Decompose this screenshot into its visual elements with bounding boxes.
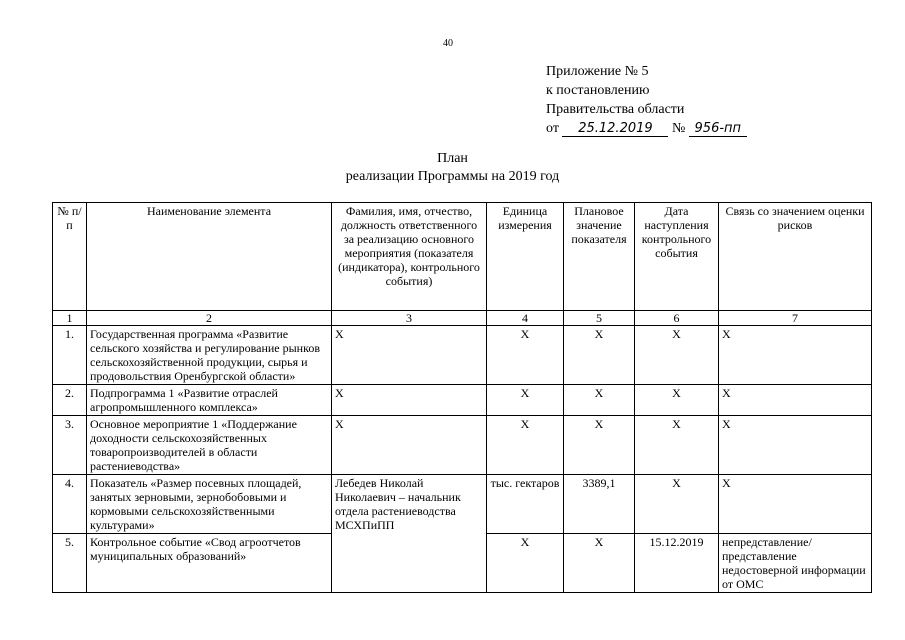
row-responsible: X <box>332 385 487 416</box>
row-num: 1. <box>53 326 87 385</box>
row-unit: X <box>487 534 564 593</box>
row-plan: 3389,1 <box>564 475 635 534</box>
column-number: 6 <box>635 311 719 326</box>
row-num: 5. <box>53 534 87 593</box>
column-number: 2 <box>87 311 332 326</box>
row-name: Показатель «Размер посевных площадей, занятых зерновыми, зернобобовыми и кормовыми сельскохозяйственными культурами» <box>87 475 332 534</box>
header-date: Дата наступления контрольного события <box>635 203 719 311</box>
appendix-date-line <box>546 119 747 138</box>
appendix-block <box>546 62 747 138</box>
plan-table <box>52 202 872 593</box>
header-risk: Связь со значением оценки рисков <box>719 203 872 311</box>
row-responsible: Лебедев Николай Николаевич – начальник отдела растениеводства МСХПиПП <box>332 475 487 593</box>
row-num: 2. <box>53 385 87 416</box>
row-date: X <box>635 326 719 385</box>
row-unit: X <box>487 385 564 416</box>
row-unit: X <box>487 416 564 475</box>
row-risk: X <box>719 416 872 475</box>
row-plan: X <box>564 385 635 416</box>
row-name: Подпрограмма 1 «Развитие отраслей агропромышленного комплекса» <box>87 385 332 416</box>
column-number: 3 <box>332 311 487 326</box>
table-row <box>53 416 872 475</box>
table-row <box>53 326 872 385</box>
column-number: 5 <box>564 311 635 326</box>
number-label: № <box>671 121 686 136</box>
header-unit: Единица измерения <box>487 203 564 311</box>
page-number: 40 <box>443 38 453 49</box>
row-responsible: X <box>332 326 487 385</box>
from-label: от <box>546 121 559 136</box>
row-name: Государственная программа «Развитие сельского хозяйства и регулирование рынков сельскохозяйственной продукции, сырья и продовольствия Оренбургской области» <box>87 326 332 385</box>
row-risk: X <box>719 475 872 534</box>
column-number: 1 <box>53 311 87 326</box>
row-date: 15.12.2019 <box>635 534 719 593</box>
appendix-line-3: Правительства области <box>546 102 685 117</box>
appendix-line-2: к постановлению <box>546 83 650 98</box>
resolution-date: 25.12.2019 <box>562 121 668 137</box>
row-plan: X <box>564 326 635 385</box>
row-date: X <box>635 416 719 475</box>
row-num: 3. <box>53 416 87 475</box>
row-date: X <box>635 475 719 534</box>
column-number-row <box>53 311 872 326</box>
header-responsible: Фамилия, имя, отчество, должность ответственного за реализацию основного мероприятия (показателя (индикатора), контрольного события) <box>332 203 487 311</box>
row-name: Основное мероприятие 1 «Поддержание доходности сельскохозяйственных товаропроизводителей в области растениеводства» <box>87 416 332 475</box>
row-responsible: X <box>332 416 487 475</box>
plan-subtitle: реализации Программы на 2019 год <box>345 169 560 184</box>
row-risk: X <box>719 326 872 385</box>
header-num: № п/п <box>53 203 87 311</box>
appendix-line-1: Приложение № 5 <box>546 64 649 79</box>
row-unit: тыс. гектаров <box>487 475 564 534</box>
row-date: X <box>635 385 719 416</box>
table-header-row <box>53 203 872 311</box>
row-num: 4. <box>53 475 87 534</box>
resolution-number: 956-пп <box>689 121 747 137</box>
row-unit: X <box>487 326 564 385</box>
row-plan: X <box>564 416 635 475</box>
row-plan: X <box>564 534 635 593</box>
plan-title: План <box>437 151 468 166</box>
header-plan: Плановое значение показателя <box>564 203 635 311</box>
column-number: 4 <box>487 311 564 326</box>
header-name: Наименование элемента <box>87 203 332 311</box>
row-name: Контрольное событие «Свод агроотчетов муниципальных образований» <box>87 534 332 593</box>
table-row <box>53 475 872 534</box>
row-risk: непредставление/представление недостоверной информации от ОМС <box>719 534 872 593</box>
row-risk: X <box>719 385 872 416</box>
column-number: 7 <box>719 311 872 326</box>
table-row <box>53 385 872 416</box>
